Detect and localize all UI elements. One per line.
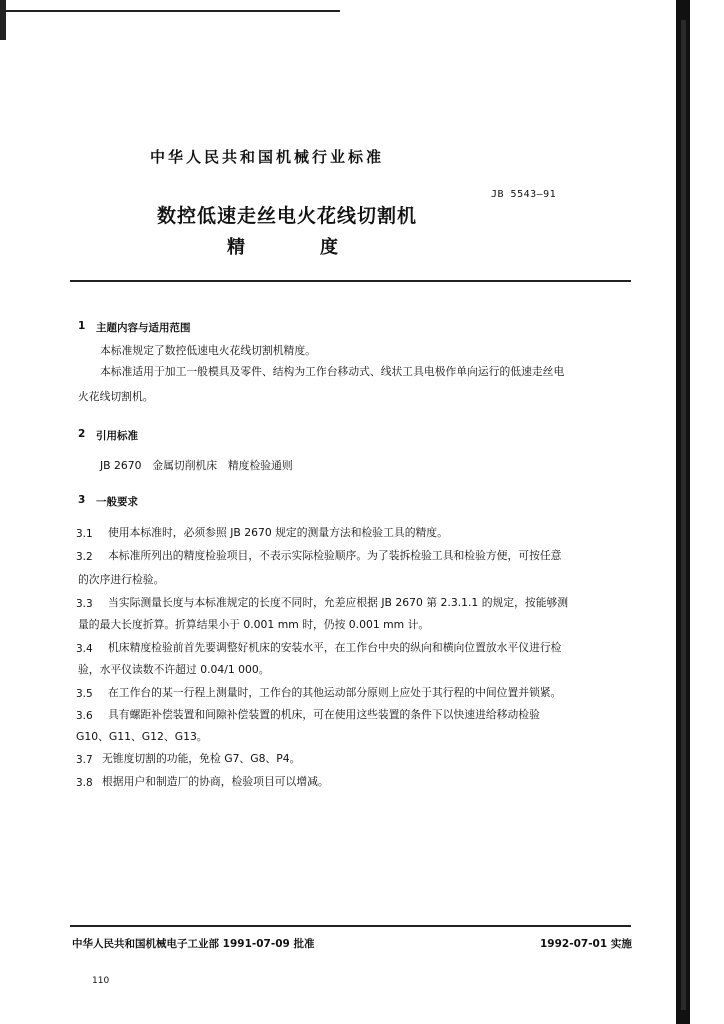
item-3-5-line-1: 在工作台的某一行程上测量时，工作台的其他运动部分原则上应处于其行程的中间位置并锁紧。 bbox=[108, 686, 562, 699]
item-3-3-number: 3.3 bbox=[76, 598, 93, 610]
header-divider bbox=[70, 280, 631, 282]
item-3-6-number: 3.6 bbox=[76, 710, 93, 722]
implementation-date: 1992-07-01 实施 bbox=[540, 938, 632, 950]
document-subtitle-char-1: 精 bbox=[227, 237, 245, 258]
item-3-7-line-1: 无锥度切割的功能，免检 G7、G8、P4。 bbox=[102, 752, 301, 765]
item-3-2-line-1: 本标准所列出的精度检验项目，不表示实际检验顺序。为了装拆检验工具和检验方便，可按任意 bbox=[108, 549, 562, 562]
footer-divider bbox=[70, 925, 631, 927]
item-3-2-line-2: 的次序进行检验。 bbox=[78, 573, 165, 586]
item-3-3-line-1: 当实际测量长度与本标准规定的长度不同时，允差应根据 JB 2670 第 2.3.1.1 的规定，按能够测 bbox=[108, 596, 569, 609]
item-3-8-number: 3.8 bbox=[76, 777, 93, 789]
section-2-reference: JB 2670 金属切削机床 精度检验通则 bbox=[100, 459, 293, 472]
document-subtitle-char-2: 度 bbox=[320, 237, 338, 258]
organization-title: 中华人民共和国机械行业标准 bbox=[150, 148, 385, 166]
item-3-6-line-2: G10、G11、G12、G13。 bbox=[76, 730, 208, 743]
section-1-title: 主题内容与适用范围 bbox=[96, 322, 191, 334]
section-3-number: 3 bbox=[78, 494, 86, 506]
page-number: 110 bbox=[92, 976, 110, 986]
section-3-title: 一般要求 bbox=[96, 496, 138, 508]
section-2-title: 引用标准 bbox=[96, 430, 138, 442]
item-3-4-line-2: 验，水平仪读数不许超过 0.04/1 000。 bbox=[78, 663, 270, 676]
item-3-2-number: 3.2 bbox=[76, 551, 93, 563]
approval-statement: 中华人民共和国机械电子工业部 1991-07-09 批准 bbox=[72, 938, 315, 950]
item-3-7-number: 3.7 bbox=[76, 754, 93, 766]
document-title: 数控低速走丝电火花线切割机 bbox=[157, 205, 418, 227]
section-1-number: 1 bbox=[78, 320, 86, 332]
item-3-5-number: 3.5 bbox=[76, 688, 93, 700]
item-3-6-line-1: 具有螺距补偿装置和间隙补偿装置的机床，可在使用这些装置的条件下以快速进给移动检验 bbox=[108, 708, 540, 721]
section-1-paragraph-1: 本标准规定了数控低速电火花线切割机精度。 bbox=[100, 344, 316, 357]
section-1-paragraph-2-line-1: 本标准适用于加工一般模具及零件、结构为工作台移动式、线状工具电极作单向运行的低速走丝电 bbox=[100, 365, 565, 378]
scan-top-rule bbox=[0, 10, 340, 12]
section-2-number: 2 bbox=[78, 428, 86, 440]
standard-number: JB 5543—91 bbox=[491, 189, 557, 200]
scan-binding-shadow bbox=[681, 20, 686, 1010]
scan-edge-mark bbox=[0, 0, 6, 40]
item-3-3-line-2: 量的最大长度折算。折算结果小于 0.001 mm 时，仍按 0.001 mm 计。 bbox=[78, 618, 430, 631]
item-3-8-line-1: 根据用户和制造厂的协商，检验项目可以增减。 bbox=[102, 775, 329, 788]
item-3-4-number: 3.4 bbox=[76, 643, 93, 655]
item-3-4-line-1: 机床精度检验前首先要调整好机床的安装水平，在工作台中央的纵向和横向位置放水平仪进行检 bbox=[108, 641, 562, 654]
item-3-1-line-1: 使用本标准时，必须参照 JB 2670 规定的测量方法和检验工具的精度。 bbox=[108, 526, 448, 539]
item-3-1-number: 3.1 bbox=[76, 528, 93, 540]
section-1-paragraph-2-line-2: 火花线切割机。 bbox=[78, 390, 154, 403]
